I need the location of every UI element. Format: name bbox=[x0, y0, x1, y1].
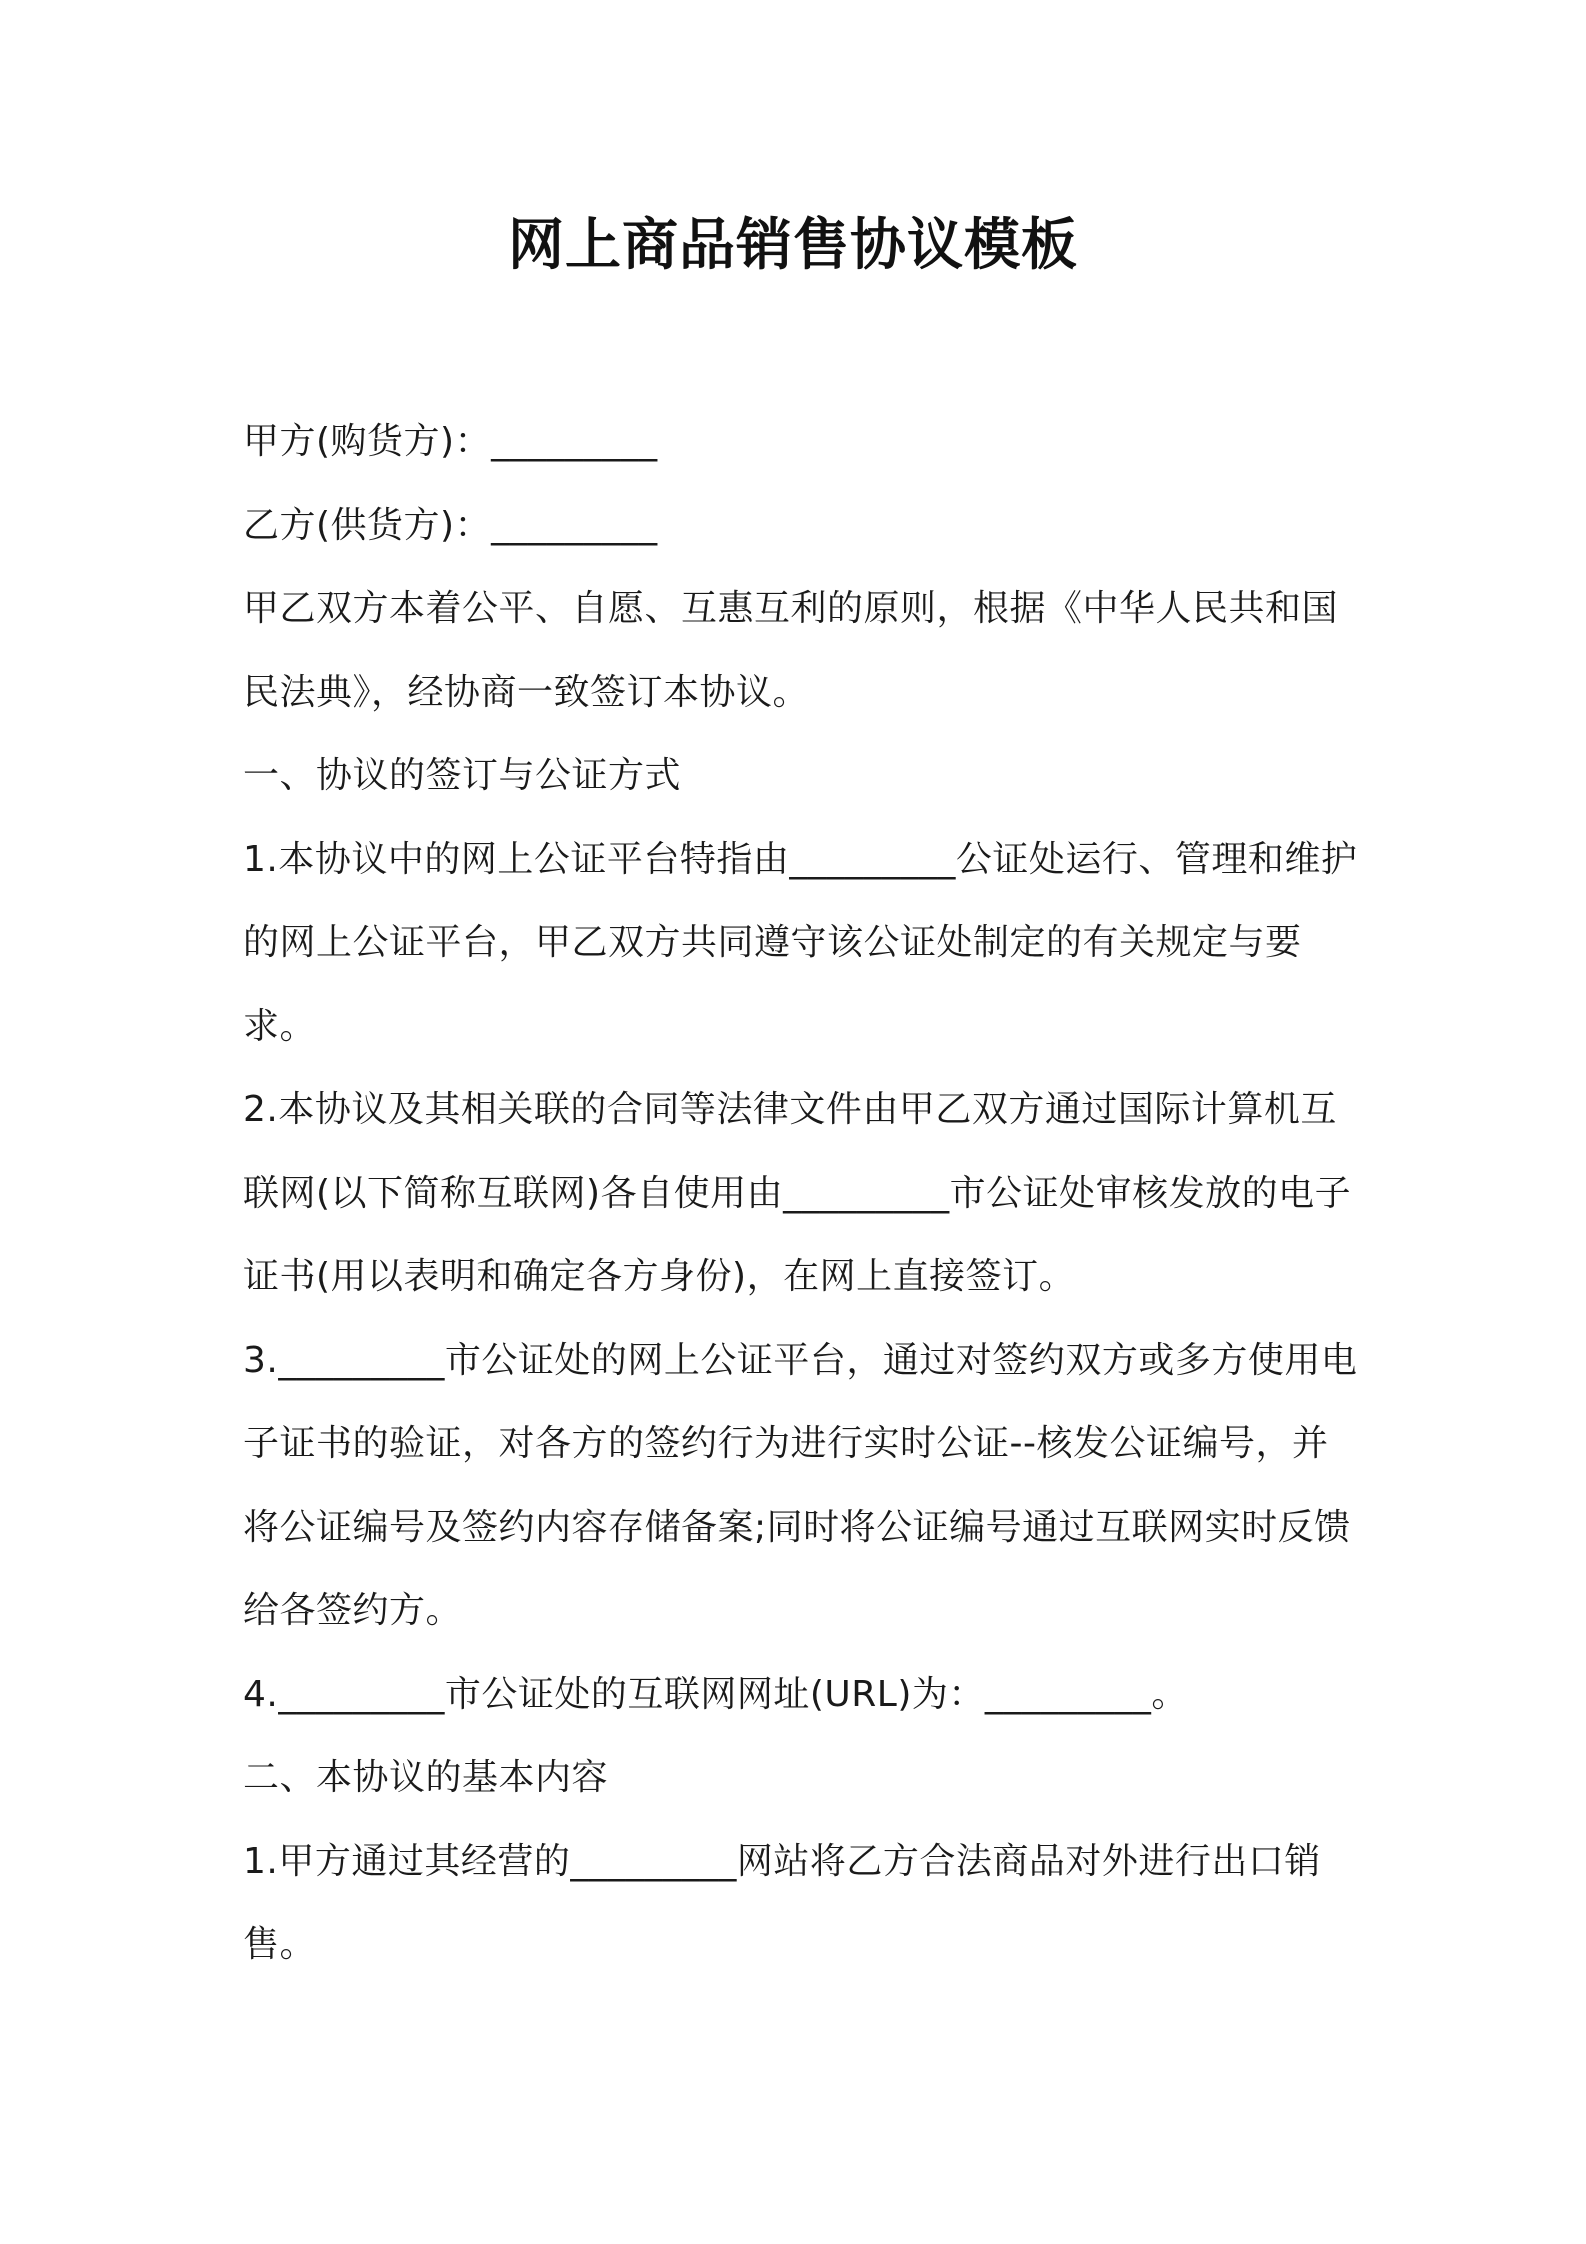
section-1-item-4: 4._________市公证处的互联网网址(URL)为：_________。 bbox=[243, 1673, 1188, 1715]
section-1-item-3: 3._________市公证处的网上公证平台，通过对签约双方或多方使用电子证书的验证，对各方的签约行为进行实时公证--核发公证编号，并将公证编号及签约内容存储备案;同时将公证编号通过互联网实时反馈给各签约方。 bbox=[243, 1339, 1358, 1631]
document-title: 网上商品销售协议模板 bbox=[508, 213, 1078, 278]
section-1-heading: 一、协议的签订与公证方式 bbox=[243, 755, 682, 796]
section-2-heading: 二、本协议的基本内容 bbox=[243, 1757, 609, 1798]
section-1-item-1: 1.本协议中的网上公证平台特指由_________公证处运行、管理和维护的网上公证平台，甲乙双方共同遵守该公证处制定的有关规定与要求。 bbox=[243, 838, 1358, 1047]
party-b-line: 乙方(供货方)：_________ bbox=[243, 504, 658, 546]
party-a-line: 甲方(购货方)：_________ bbox=[243, 421, 658, 462]
preamble-paragraph: 甲乙双方本着公平、自愿、互惠互利的原则，根据《中华人民共和国民法典》，经协商一致签订本协议。 bbox=[243, 588, 1339, 713]
section-1-item-2: 2.本协议及其相关联的合同等法律文件由甲乙双方通过国际计算机互联网(以下简称互联网)各自使用由_________市公证处审核发放的电子证书(用以表明和确定各方身份)，在网上直接签订。 bbox=[243, 1089, 1352, 1297]
document-body bbox=[243, 400, 1363, 1987]
section-2-item-1: 1.甲方通过其经营的_________网站将乙方合法商品对外进行出口销售。 bbox=[243, 1840, 1321, 1965]
